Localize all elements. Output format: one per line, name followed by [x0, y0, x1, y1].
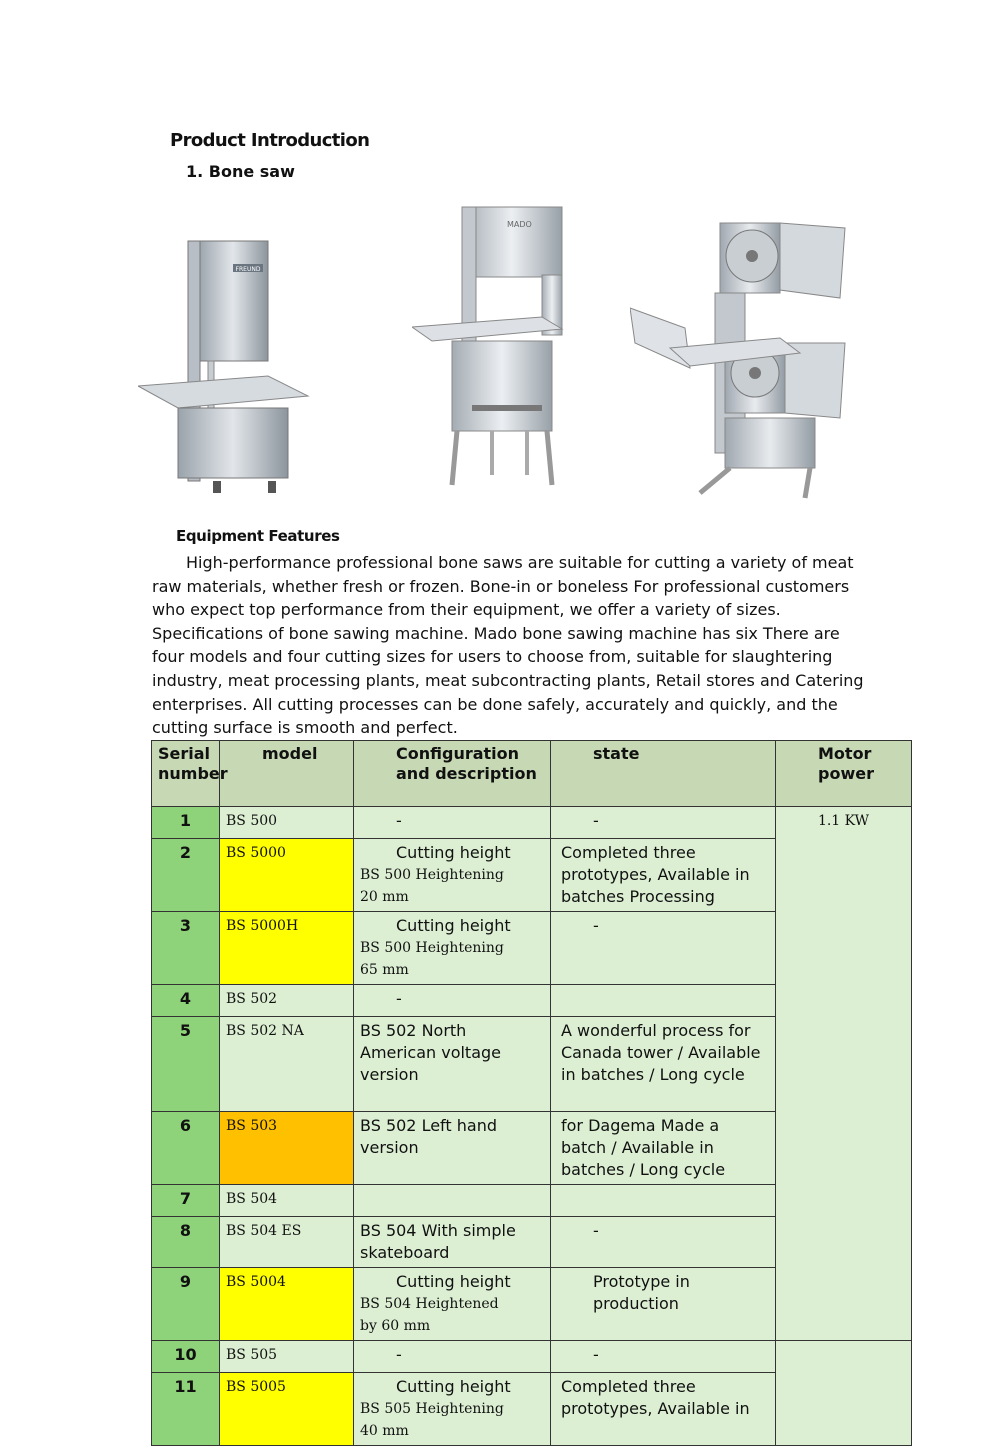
state-cell: -	[551, 807, 776, 839]
model-cell: BS 5000H	[220, 912, 354, 985]
table-row	[152, 807, 912, 839]
serial-cell: 7	[152, 1185, 220, 1217]
model-cell: BS 5005	[220, 1373, 354, 1446]
photo-1-brand: FREUND	[235, 266, 261, 273]
bone-saw-photo-3	[630, 218, 850, 508]
config-cell	[354, 1268, 551, 1341]
config-line-c: 20 mm	[360, 889, 409, 905]
photo-2-brand: MADO	[507, 220, 532, 229]
bone-saw-photo-1	[138, 236, 318, 496]
config-cell	[354, 1373, 551, 1446]
header-power: Motor power	[776, 741, 912, 807]
state-cell: Prototype in production	[551, 1268, 776, 1341]
serial-cell: 8	[152, 1217, 220, 1268]
serial-cell: 9	[152, 1268, 220, 1341]
model-cell: BS 505	[220, 1341, 354, 1373]
config-cell: BS 504 With simple skateboard	[354, 1217, 551, 1268]
model-cell: BS 500	[220, 807, 354, 839]
header-model: model	[220, 741, 354, 807]
state-cell	[551, 1185, 776, 1217]
serial-cell: 10	[152, 1341, 220, 1373]
spec-table	[151, 740, 912, 1446]
header-config: Configuration and description	[354, 741, 551, 807]
features-title: Equipment Features	[176, 527, 340, 545]
state-cell: -	[551, 1217, 776, 1268]
state-cell: Completed three prototypes, Available in	[551, 1373, 776, 1446]
config-cell	[354, 912, 551, 985]
config-line-a: Cutting height	[396, 843, 511, 862]
motor-power-cell-2	[776, 1341, 912, 1446]
state-cell: for Dagema Made a batch / Available in batches / Long cycle	[551, 1112, 776, 1185]
config-line-a: Cutting height	[396, 1272, 511, 1291]
model-cell: BS 5000	[220, 839, 354, 912]
header-serial: Serial number	[152, 741, 220, 807]
header-state: state	[551, 741, 776, 807]
section-subtitle: 1. Bone saw	[186, 162, 295, 181]
config-line-a: -	[396, 811, 402, 830]
config-cell: BS 502 Left hand version	[354, 1112, 551, 1185]
bone-saw-photo-2	[412, 205, 582, 495]
config-cell: -	[354, 985, 551, 1017]
table-header-row	[152, 741, 912, 807]
page-title: Product Introduction	[170, 130, 370, 151]
config-line-a: Cutting height	[396, 1377, 511, 1396]
config-line-b: BS 500 Heightening	[360, 940, 504, 956]
serial-cell: 11	[152, 1373, 220, 1446]
state-cell: Completed three prototypes, Available in batches Processing	[551, 839, 776, 912]
state-cell: -	[551, 912, 776, 985]
config-line-b: BS 504 Heightened	[360, 1296, 499, 1312]
config-line-b: BS 500 Heightening	[360, 867, 504, 883]
model-cell: BS 5004	[220, 1268, 354, 1341]
config-line-c: 65 mm	[360, 962, 409, 978]
serial-cell: 1	[152, 807, 220, 839]
config-cell	[354, 807, 551, 839]
config-line-c: by 60 mm	[360, 1318, 431, 1334]
config-line-b: BS 505 Heightening	[360, 1401, 504, 1417]
serial-cell: 3	[152, 912, 220, 985]
serial-cell: 2	[152, 839, 220, 912]
model-cell: BS 504 ES	[220, 1217, 354, 1268]
config-cell: -	[354, 1341, 551, 1373]
serial-cell: 5	[152, 1017, 220, 1112]
model-cell: BS 503	[220, 1112, 354, 1185]
config-cell	[354, 1185, 551, 1217]
config-line-c: 40 mm	[360, 1423, 409, 1439]
table-row	[152, 1341, 912, 1373]
model-cell: BS 504	[220, 1185, 354, 1217]
state-cell: -	[551, 1341, 776, 1373]
serial-cell: 6	[152, 1112, 220, 1185]
config-cell	[354, 839, 551, 912]
motor-power-cell: 1.1 KW	[776, 807, 912, 1341]
model-cell: BS 502 NA	[220, 1017, 354, 1112]
config-line-a: Cutting height	[396, 916, 511, 935]
config-cell: BS 502 North American voltage version	[354, 1017, 551, 1112]
features-paragraph: High-performance professional bone saws are suitable for cutting a variety of meat raw materials, whether fresh or frozen. Bone-in or boneless For professional customers who expect top performance from their equipment, we offer a variety of sizes. Specifications of bone sawing machine. Mado bone sawing machine has six There are four models and four cutting sizes for users to choose from, suitable for slaughtering industry, meat processing plants, meat subcontracting plants, Retail stores and Catering enterprises. All cutting processes can be done safely, accurately and quickly, and the cutting surface is smooth and perfect.	[152, 553, 864, 738]
serial-cell: 4	[152, 985, 220, 1017]
state-cell: A wonderful process for Canada tower / Available in batches / Long cycle	[551, 1017, 776, 1112]
state-cell	[551, 985, 776, 1017]
model-cell: BS 502	[220, 985, 354, 1017]
